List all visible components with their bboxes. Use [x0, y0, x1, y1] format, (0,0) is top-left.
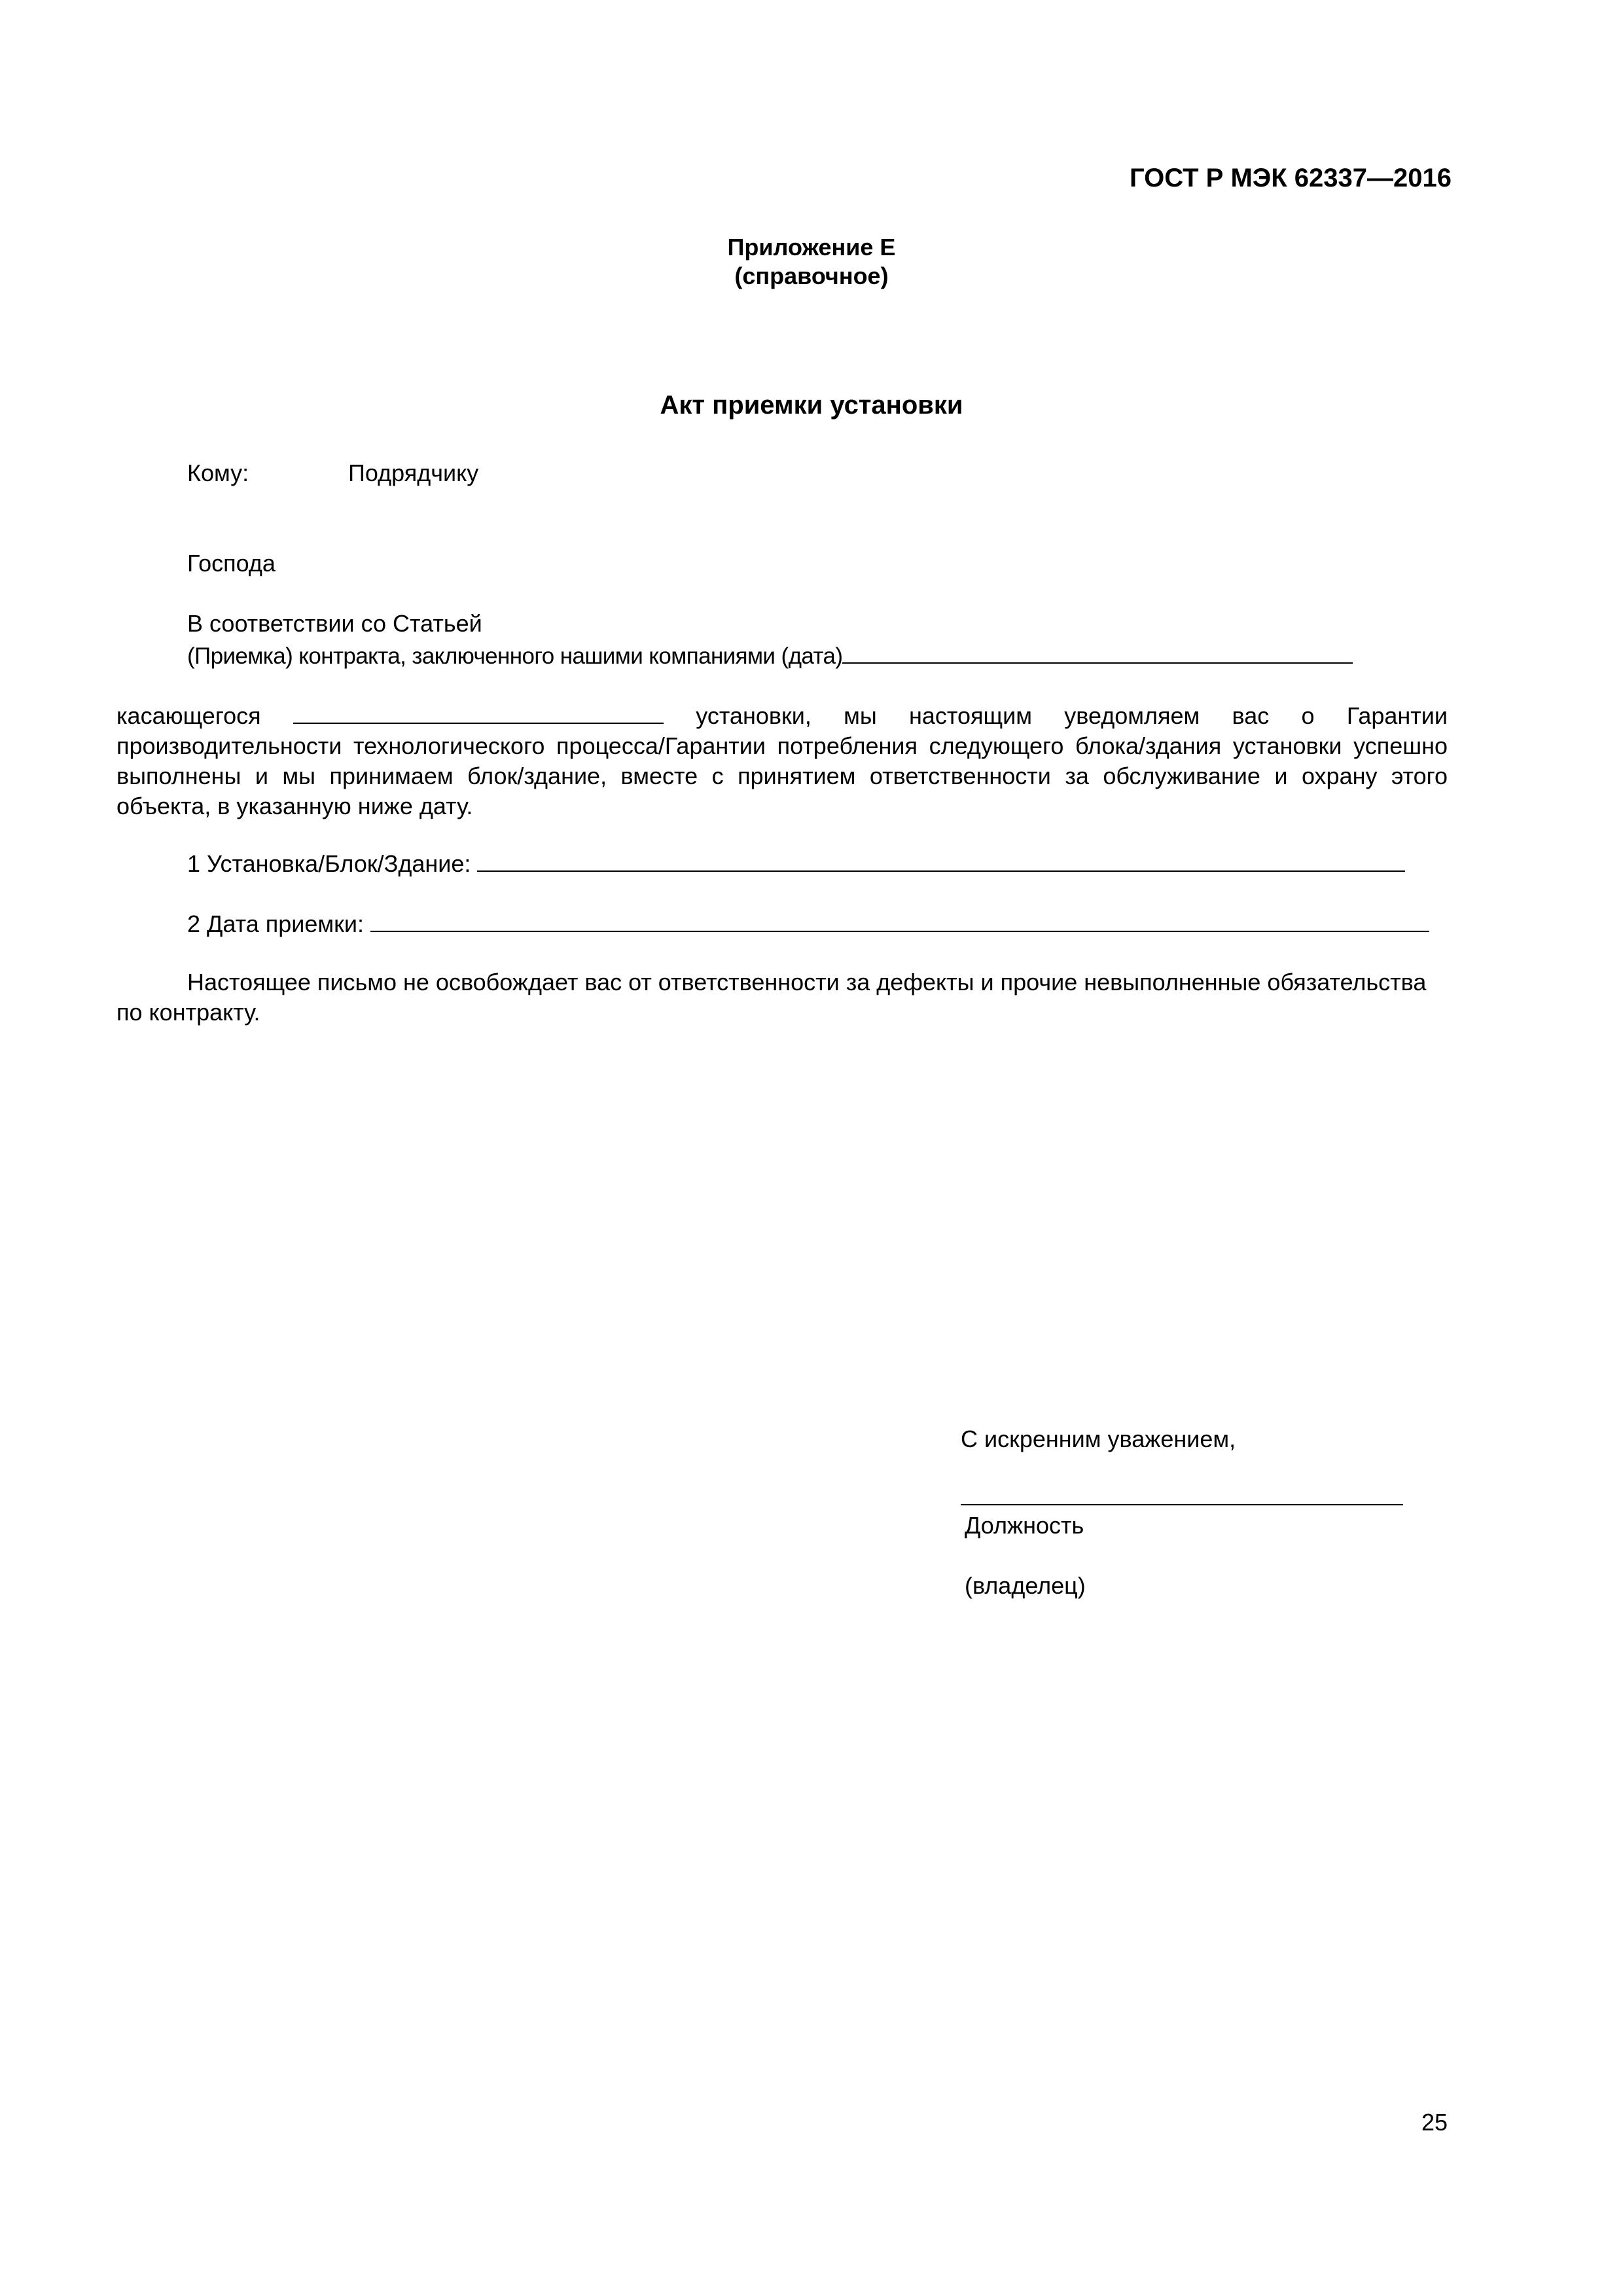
contract-date-blank[interactable]	[842, 639, 1353, 664]
annex-type: (справочное)	[734, 262, 889, 289]
para-prefix: касающегося	[116, 702, 261, 729]
closing-text: Настоящее письмо не освобождает вас от ответственности за дефекты и прочие невыполненные обязательства по контракту.	[116, 969, 1427, 1026]
position-label: Должность	[965, 1512, 1084, 1539]
owner-label: (владелец)	[965, 1572, 1086, 1599]
closing-paragraph	[116, 967, 1448, 1028]
annex-title: Приложение Е	[727, 234, 896, 260]
addressee-label: Кому:	[187, 459, 249, 486]
signature-line[interactable]	[961, 1504, 1403, 1505]
intro-line-1: В соответствии со Статьей	[187, 610, 482, 637]
item-acceptance-date	[187, 907, 1429, 939]
page-number: 25	[1421, 2109, 1448, 2136]
item2-label: 2 Дата приемки:	[187, 910, 364, 937]
intro-line-2-text: (Приемка) контракта, заключенного нашими компаниями (дата)	[187, 643, 843, 669]
item-plant-unit	[187, 847, 1405, 879]
addressee-value: Подрядчику	[348, 459, 479, 486]
plant-unit-blank[interactable]	[477, 847, 1405, 872]
item1-label: 1 Установка/Блок/Здание:	[187, 850, 471, 877]
para-rest: установки, мы настоящим уведомляем вас о Гарантии производительности технологического процесса/Гарантии потребления следующего блока/здания установки успешно выполнены и мы принимаем блок/здание, вместе с принятием ответственности за обслуживание и охрану этого объекта, в указанную ниже дату.	[116, 702, 1448, 819]
acceptance-paragraph	[116, 699, 1448, 821]
plant-name-blank[interactable]	[293, 699, 664, 724]
acceptance-date-blank[interactable]	[370, 907, 1429, 932]
regards: С искренним уважением,	[961, 1426, 1236, 1452]
greeting: Господа	[187, 550, 276, 577]
intro-line-2	[187, 639, 1353, 672]
act-title: Акт приемки установки	[660, 391, 963, 420]
standard-code: ГОСТ Р МЭК 62337—2016	[1129, 164, 1452, 192]
